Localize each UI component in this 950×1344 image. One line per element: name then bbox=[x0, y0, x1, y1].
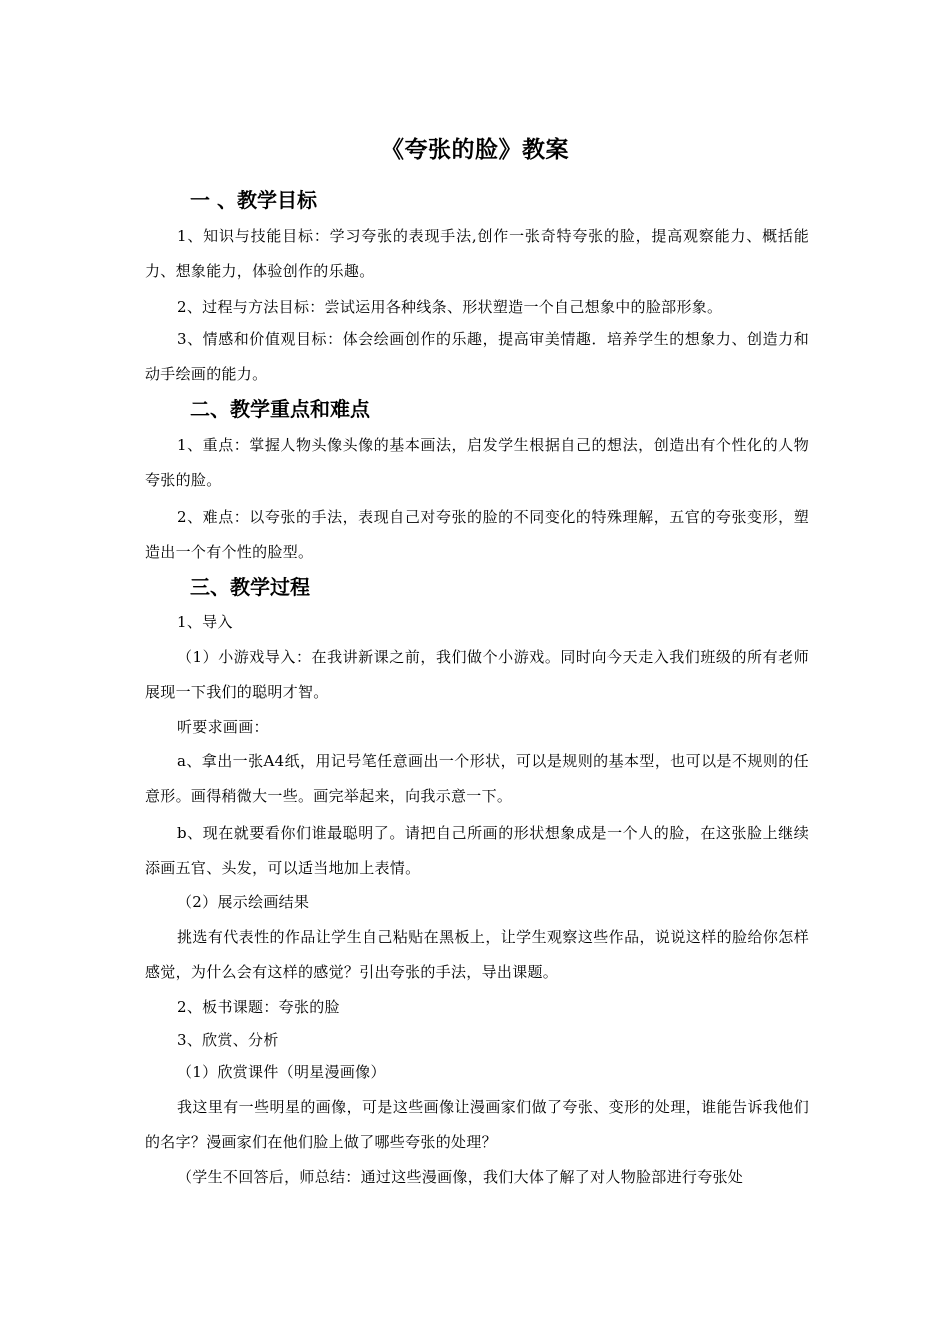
paragraph: （2）展示绘画结果 bbox=[177, 893, 310, 911]
paragraph: 2、难点：以夸张的手法，表现自己对夸张的脸的不同变化的特殊理解，五官的夸张变形，塑造出一个有个性的脸型。 bbox=[145, 508, 809, 561]
paragraph: 1、导入 bbox=[177, 613, 233, 631]
paragraph: 我这里有一些明星的画像，可是这些画像让漫画家们做了夸张、变形的处理，谁能告诉我他们的名字？漫画家们在他们脸上做了哪些夸张的处理？ bbox=[145, 1098, 809, 1151]
paragraph: 2、过程与方法目标：尝试运用各种线条、形状塑造一个自己想象中的脸部形象。 bbox=[177, 298, 723, 316]
paragraph: （1）欣赏课件（明星漫画像） bbox=[177, 1063, 386, 1081]
paragraph: 1、知识与技能目标：学习夸张的表现手法,创作一张奇特夸张的脸，提高观察能力、概括能力、想象能力，体验创作的乐趣。 bbox=[145, 227, 809, 280]
paragraph: 听要求画画： bbox=[177, 718, 269, 736]
section-heading-process: 三、教学过程 bbox=[190, 575, 310, 599]
paragraph: 2、板书课题：夸张的脸 bbox=[177, 998, 340, 1016]
section-heading-objectives: 一 、教学目标 bbox=[190, 188, 317, 212]
document-title: 《夸张的脸》教案 bbox=[381, 137, 569, 163]
paragraph: a、拿出一张A4纸，用记号笔任意画出一个形状，可以是规则的基本型，也可以是不规则的任意形。画得稍微大一些。画完举起来，向我示意一下。 bbox=[145, 752, 809, 805]
paragraph: 3、欣赏、分析 bbox=[177, 1031, 279, 1049]
paragraph: 3、情感和价值观目标：体会绘画创作的乐趣，提高审美情趣．培养学生的想象力、创造力和动手绘画的能力。 bbox=[145, 330, 809, 383]
section-heading-key-points: 二、教学重点和难点 bbox=[190, 397, 370, 421]
paragraph: 挑选有代表性的作品让学生自己粘贴在黑板上，让学生观察这些作品，说说这样的脸给你怎样感觉，为什么会有这样的感觉？引出夸张的手法，导出课题。 bbox=[145, 928, 809, 981]
paragraph: 1、重点：掌握人物头像头像的基本画法，启发学生根据自己的想法，创造出有个性化的人物夸张的脸。 bbox=[145, 436, 809, 489]
paragraph: b、现在就要看你们谁最聪明了。请把自己所画的形状想象成是一个人的脸，在这张脸上继续添画五官、头发，可以适当地加上表情。 bbox=[145, 824, 809, 877]
paragraph: （学生不回答后，师总结：通过这些漫画像，我们大体了解了对人物脸部进行夸张处 bbox=[177, 1168, 744, 1186]
paragraph: （1）小游戏导入：在我讲新课之前，我们做个小游戏。同时向今天走入我们班级的所有老师展现一下我们的聪明才智。 bbox=[145, 648, 809, 701]
